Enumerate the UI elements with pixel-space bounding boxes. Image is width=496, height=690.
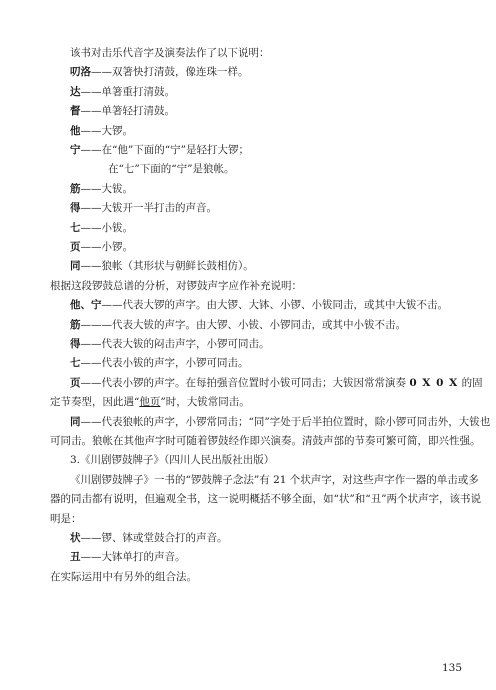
paragraph-line-1: 《川剧锣鼓牌子》一书的“锣鼓牌子念法”有 21 个状声字，对这些声字作一器的单击或多	[70, 473, 479, 486]
definition-chou: 丑——大钵单打的声音。	[70, 551, 186, 564]
definition-daoluo: 叨洛——双箸快打清鼓，像连珠一样。	[70, 66, 249, 79]
definition-de: 得——大钹开一半打击的声音。	[70, 202, 217, 215]
section-heading: 3.《川剧锣鼓牌子》（四川人民出版社出版）	[70, 454, 275, 467]
definition-ning: 宁——在“他”下面的“宁”是轻打大锣；	[70, 144, 249, 156]
paragraph-line-3: 明是：	[50, 512, 82, 525]
supplement-tong-continued: 可同击。狼帐在其他声字时可随着锣鼓经作即兴演奏。清鼓声部的节奏可繁可简，即兴性强。	[50, 435, 481, 447]
definition-ta: 他——大锣。	[70, 124, 133, 137]
supplement-ye: 页——代表小锣的声字。在每拍强音位置时小钹可同击；大钹因常常演奏 0 X 0 X 的固	[70, 376, 483, 389]
supplement-de: 得——代表大钹的闷击声字，小锣可同击。	[70, 338, 270, 350]
closing-line: 在实际运用中有另外的组合法。	[50, 570, 197, 583]
supplement-ta-ning: 他、宁——代表大锣的声字。由大锣、大钵、小锣、小钹同击，或其中大钹不击。	[70, 299, 448, 312]
supplement-intro: 根据这段锣鼓总谱的分析，对锣鼓声字应作补充说明：	[50, 279, 302, 292]
definition-du: 督——单箸轻打清鼓。	[70, 105, 175, 118]
supplement-ye-continued: 定节奏型，因此遇“他页”时，大钹常同击。	[50, 396, 250, 409]
rhythm-notation: 0 X 0 X	[409, 376, 459, 389]
paragraph-line-2: 器的同击都有说明，但遍观全书，这一说明概括不够全面，如“状”和“丑”两个状声字，该书说	[50, 493, 481, 506]
definition-tong: 同——狼帐（其形状与朝鲜长鼓相仿）。	[70, 260, 254, 273]
definition-zhuang: 状——锣、钵或堂鼓合打的声音。	[70, 532, 228, 544]
definition-ning-continued: 在“七”下面的“宁”是狼帐。	[108, 163, 235, 176]
supplement-tong: 同——代表狼帐的声字，小锣常同击；“同”字处于后半拍位置时，除小锣可同击外，大钹也	[70, 415, 491, 428]
supplement-jin: 筋———代表大钹的声字。由大锣、小钹、小锣同击，或其中小钹不击。	[70, 318, 406, 331]
intro-line: 该书对击乐代音字及演奏法作了以下说明：	[70, 47, 270, 59]
page-number: 135	[442, 662, 463, 674]
definition-da: 达——单箸重打清鼓。	[70, 85, 175, 98]
underlined-term: 他页	[139, 396, 161, 409]
definition-qi: 七——小钹。	[70, 221, 133, 234]
supplement-qi: 七——代表小钹的声字，小锣可同击。	[70, 357, 249, 370]
definition-ye: 页——小锣。	[70, 241, 133, 253]
definition-jin: 筋——大钹。	[70, 182, 133, 195]
